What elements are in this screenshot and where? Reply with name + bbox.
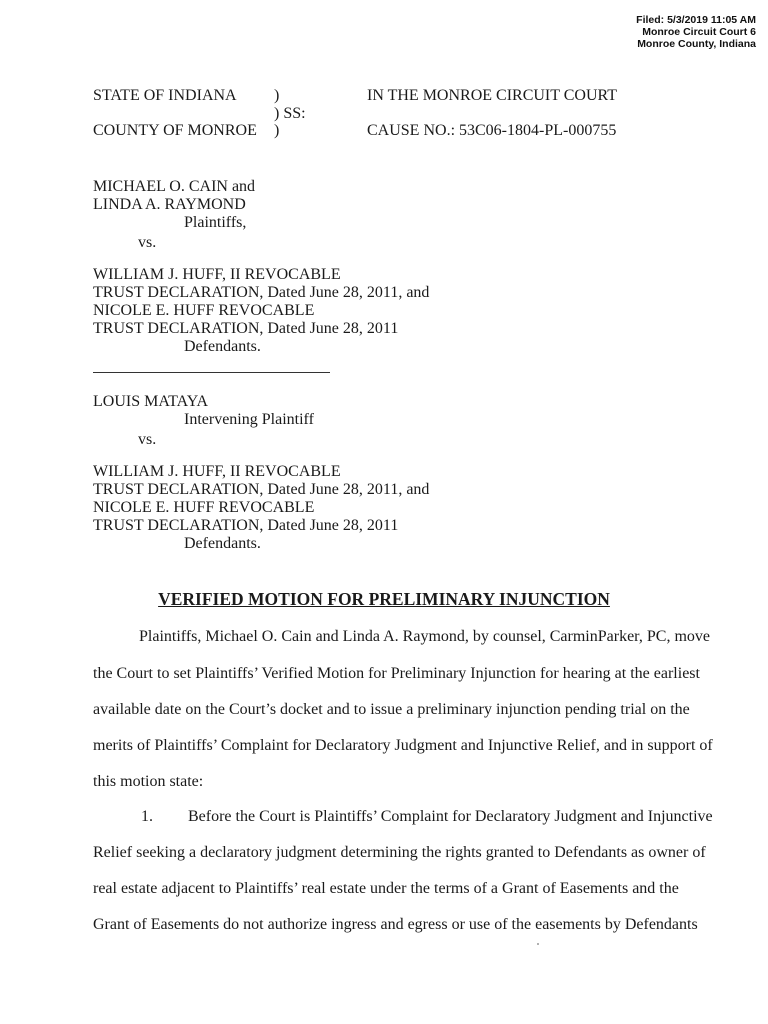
defendant-2-line-1: WILLIAM J. HUFF, II REVOCABLE (93, 463, 341, 480)
body-para-1-line-2: the Court to set Plaintiffs’ Verified Motion for Preliminary Injunction for hearing at the earliest (93, 665, 700, 682)
scan-speck (537, 943, 539, 945)
filed-county: Monroe County, Indiana (637, 38, 756, 50)
caption-county: COUNTY OF MONROE (93, 122, 257, 139)
caption-court: IN THE MONROE CIRCUIT COURT (367, 87, 618, 104)
versus-1: vs. (138, 234, 157, 251)
intervenor-role: Intervening Plaintiff (184, 411, 314, 428)
caption-state: STATE OF INDIANA (93, 87, 237, 104)
caption-paren-bottom: ) (274, 122, 280, 139)
defendant-2-role: Defendants. (184, 535, 261, 552)
body-para-1-line-3: available date on the Court’s docket and to issue a preliminary injunction pending trial on the (93, 701, 690, 718)
document-title: VERIFIED MOTION FOR PRELIMINARY INJUNCTION (158, 589, 610, 609)
body-para-1-line-4: merits of Plaintiffs’ Complaint for Declaratory Judgment and Injunctive Relief, and in support of (93, 737, 713, 754)
defendant-1-line-3: NICOLE E. HUFF REVOCABLE (93, 302, 315, 319)
filed-stamp (636, 14, 756, 50)
defendant-2-line-4: TRUST DECLARATION, Dated June 28, 2011 (93, 517, 399, 534)
defendant-2-line-3: NICOLE E. HUFF REVOCABLE (93, 499, 315, 516)
filed-court: Monroe Circuit Court 6 (642, 26, 756, 38)
caption-divider (93, 372, 330, 373)
defendant-2-line-2: TRUST DECLARATION, Dated June 28, 2011, and (93, 481, 430, 498)
defendant-1-line-2: TRUST DECLARATION, Dated June 28, 2011, and (93, 284, 430, 301)
defendant-1-line-1: WILLIAM J. HUFF, II REVOCABLE (93, 266, 341, 283)
item-1-line-1: Before the Court is Plaintiffs’ Complaint for Declaratory Judgment and Injunctive (188, 808, 713, 825)
defendant-1-role: Defendants. (184, 338, 261, 355)
item-1-line-2: Relief seeking a declaratory judgment determining the rights granted to Defendants as owner of (93, 844, 706, 861)
body-para-1-line-5: this motion state: (93, 773, 204, 790)
plaintiff-name-2: LINDA A. RAYMOND (93, 196, 246, 213)
intervenor-name: LOUIS MATAYA (93, 393, 209, 410)
filed-date: Filed: 5/3/2019 11:05 AM (636, 14, 756, 26)
item-1-line-4: Grant of Easements do not authorize ingress and egress or use of the easements by Defendants (93, 916, 698, 933)
plaintiff-role: Plaintiffs, (184, 214, 247, 231)
caption-paren-ss: ) SS: (274, 105, 306, 122)
caption-paren-top: ) (274, 87, 280, 104)
versus-2: vs. (138, 431, 157, 448)
defendant-1-line-4: TRUST DECLARATION, Dated June 28, 2011 (93, 320, 399, 337)
item-1-number: 1. (141, 808, 153, 825)
plaintiff-name-1: MICHAEL O. CAIN and (93, 178, 256, 195)
caption-cause-number: CAUSE NO.: 53C06-1804-PL-000755 (367, 122, 617, 139)
item-1-line-3: real estate adjacent to Plaintiffs’ real estate under the terms of a Grant of Easements and the (93, 880, 679, 897)
body-para-1-line-1: Plaintiffs, Michael O. Cain and Linda A. Raymond, by counsel, CarminParker, PC, move (139, 628, 710, 645)
